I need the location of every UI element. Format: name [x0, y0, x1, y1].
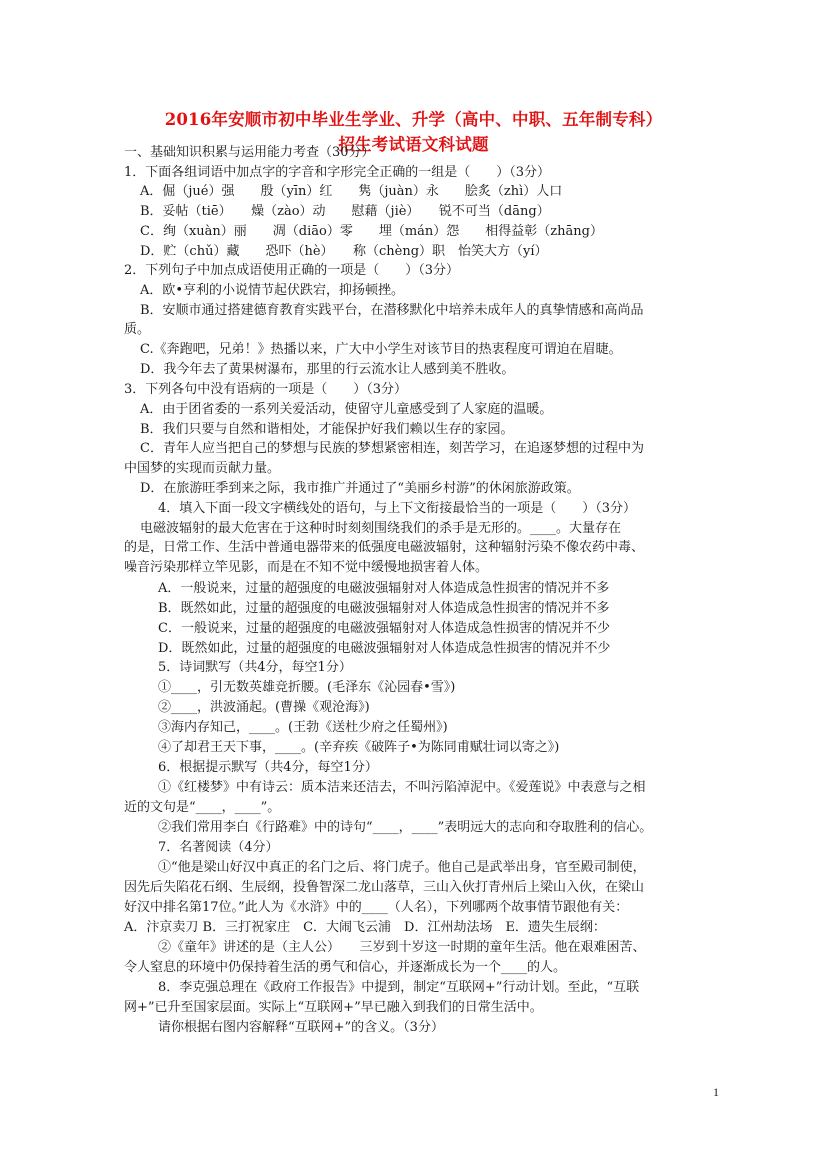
text-line: D．贮（chǔ）藏 恐吓（hè） 称（chèng）职 怡笑大方（yí） — [140, 244, 548, 259]
text-line: ②____，洪波涌起。(曹操《观沧海》) — [158, 700, 370, 715]
text-line: B．我们只要与自然和谐相处，才能保护好我们赖以生存的家园。 — [140, 422, 514, 437]
text-line: 中国梦的实现而贡献力量。 — [124, 461, 281, 476]
text-line: 的是，日常工作、生活中普通电器带来的低强度电磁波辐射，这种辐射污染不像农药中毒、 — [124, 540, 645, 555]
text-line: B．既然如此，过量的超强度的电磁波强辐射对人体造成急性损害的情况并不多 — [158, 601, 610, 616]
text-line: 4．填入下面一段文字横线处的语句，与上下文衔接最恰当的一项是（ ）（3分） — [158, 501, 637, 516]
text-line: B．安顺市通过搭建德育教育实践平台，在潜移默化中培养未成年人的真挚情感和高尚品 — [140, 303, 644, 318]
text-line: ③海内存知己，____。(王勃《送杜少府之任蜀州》) — [158, 720, 448, 735]
text-line: 近的文句是“____，____”。 — [124, 800, 281, 815]
text-line: ①“他是梁山好汉中真正的名门之后、将门虎子。他自己是武举出身，官至殿司制使， — [158, 860, 646, 875]
text-line: 6．根据提示默写（共4分，每空1分） — [158, 760, 378, 775]
text-line: 3．下列各句中没有语病的一项是（ ）（3分） — [124, 382, 408, 397]
exam-title-line1: 2016年安顺市初中毕业生学业、升学（高中、中职、五年制专科） — [164, 110, 663, 129]
text-line: 1．下面各组词语中加点字的字音和字形完全正确的一组是（ ）（3分） — [124, 165, 551, 180]
text-line: A．倔（jué）强 殷（yīn）红 隽（juàn）永 脍炙（zhì）人口 — [140, 184, 563, 199]
text-line: 5．诗词默写（共4分，每空1分） — [158, 660, 352, 675]
text-line: A．一般说来，过量的超强度的电磁波强辐射对人体造成急性损害的情况并不多 — [158, 581, 610, 596]
text-line: 噪音污染那样立竿见影，而是在不知不觉中缓慢地损害着人体。 — [124, 560, 489, 575]
text-line: 请你根据右图内容解释“互联网+”的含义。（3分） — [158, 1020, 444, 1035]
text-line: 2．下列句子中加点成语使用正确的一项是（ ）（3分） — [124, 263, 460, 278]
text-line: 网+”已升至国家层面。实际上“互联网+”早已融入到我们的日常生活中。 — [124, 1000, 543, 1015]
text-line: C.《奔跑吧，兄弟！》热播以来，广大中小学生对该节目的热衷程度可谓迫在眉睫。 — [140, 342, 622, 357]
text-line: B．妥帖（tiē） 燥（zào）动 慰藉（jiè） 锐不可当（dāng） — [140, 204, 550, 219]
text-line: A．欧•亨利的小说情节起伏跌宕，抑扬顿挫。 — [140, 283, 405, 298]
text-line: ①____，引无数英雄竞折腰。(毛泽东《沁园春•雪》) — [158, 680, 456, 695]
text-line: ②《童年》讲述的是（主人公） 三岁到十岁这一时期的童年生活。他在艰难困苦、 — [158, 940, 646, 955]
text-line: 7．名著阅读（4分） — [158, 840, 279, 855]
text-line: D．既然如此，过量的超强度的电磁波强辐射对人体造成急性损害的情况并不少 — [158, 641, 611, 656]
text-line: 好汉中排名第17位。”此人为《水浒》中的____（人名），下列哪两个故事情节跟他有关： — [124, 900, 629, 915]
text-line: A．汴京卖刀 B．三打祝家庄 C．大闹飞云浦 D．江州劫法场 E．遗失生辰纲： — [124, 920, 606, 935]
text-line: 一、基础知识积累与运用能力考查（30分） — [124, 145, 375, 160]
text-line: ①《红楼梦》中有诗云：质本洁来还洁去，不叫污陷淖泥中。《爱莲说》中表意与之相 — [158, 780, 646, 795]
text-line: 令人窒息的环境中仍保持着生活的勇气和信心，并逐渐成长为一个____的人。 — [124, 960, 567, 975]
text-line: C．一般说来，过量的超强度的电磁波强辐射对人体造成急性损害的情况并不少 — [158, 621, 610, 636]
text-line: C．绚（xuàn）丽 凋（diāo）零 埋（mán）怨 相得益彰（zhāng） — [140, 224, 603, 239]
text-line: D．我今年去了黄果树瀑布，那里的行云流水让人感到美不胜收。 — [140, 362, 515, 377]
page-number: 1 — [713, 1085, 719, 1099]
text-line: 因先后失陷花石纲、生辰纲，投鲁智深二龙山落草，三山入伙打青州后上梁山入伙，在梁山 — [124, 880, 645, 895]
text-line: ②我们常用李白《行路难》中的诗句“____，____”表明远大的志向和夺取胜利的信心。 — [158, 820, 653, 835]
text-line: 8．李克强总理在《政府工作报告》中提到，制定“互联网+”行动计划。至此，“互联 — [158, 980, 640, 995]
text-line: 电磁波辐射的最大危害在于这种时时刻刻围绕我们的杀手是无形的。____。大量存在 — [140, 521, 622, 536]
text-line: C．青年人应当把自己的梦想与民族的梦想紧密相连，刻苦学习，在追逐梦想的过程中为 — [140, 441, 644, 456]
exam-title-line2: 招生考试语文科试题 — [338, 135, 489, 154]
text-line: A．由于团省委的一系列关爱活动，使留守儿童感受到了人家庭的温暖。 — [140, 402, 553, 417]
text-line: D．在旅游旺季到来之际，我市推广并通过了“美丽乡村游”的休闲旅游政策。 — [140, 481, 580, 496]
text-line: 质。 — [124, 322, 151, 337]
text-line: ④了却君王天下事，____。(辛弃疾《破阵子•为陈同甫赋壮词以寄之》) — [158, 740, 560, 755]
